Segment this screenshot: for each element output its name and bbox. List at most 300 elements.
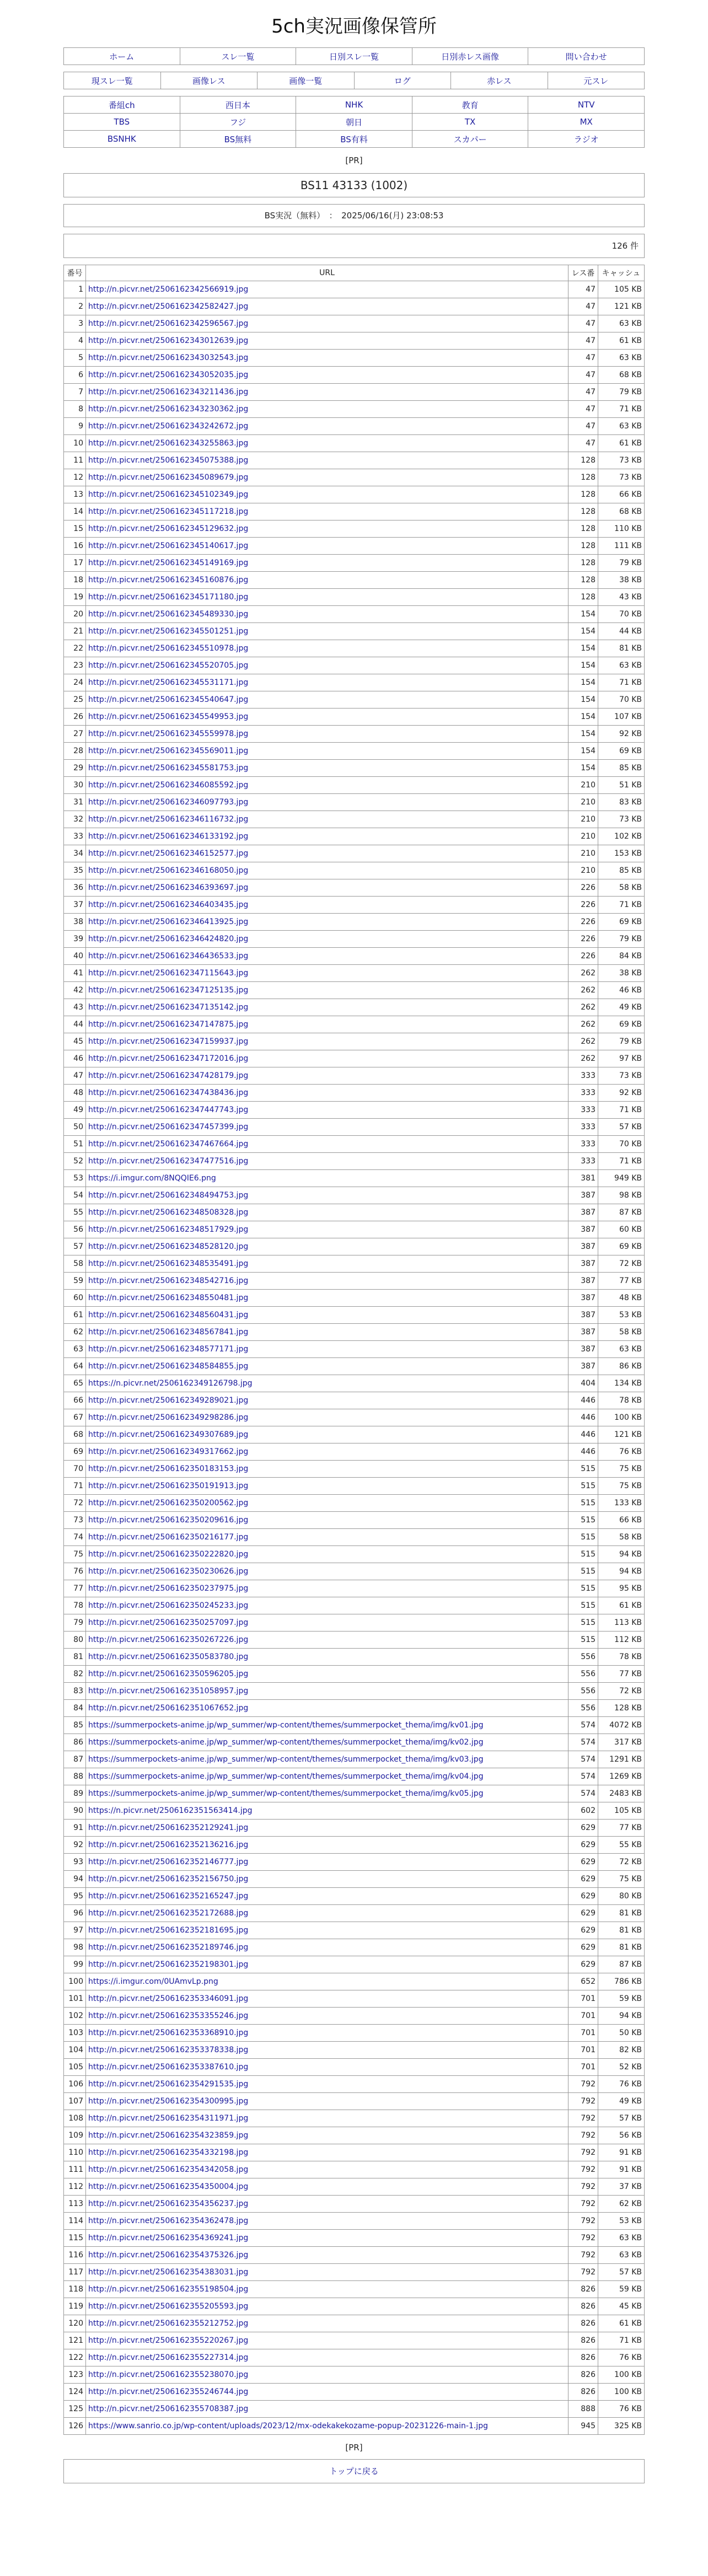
row-number: 91 (64, 1820, 86, 1837)
row-res-number: 47 (568, 418, 598, 435)
table-row (64, 623, 645, 640)
image-url-link[interactable]: http://n.picvr.net/2506162354332198.jpg (88, 2148, 249, 2157)
row-res-number: 792 (568, 2247, 598, 2264)
image-url-link[interactable]: http://n.picvr.net/2506162348550481.jpg (88, 1294, 249, 1302)
row-url-cell (86, 965, 568, 982)
image-url-link[interactable]: http://n.picvr.net/2506162350257097.jpg (88, 1618, 249, 1627)
image-url-link[interactable]: http://n.picvr.net/2506162345569011.jpg (88, 747, 249, 755)
channel-link[interactable]: BS有料 (340, 134, 368, 144)
image-url-link[interactable]: http://n.picvr.net/2506162354323859.jpg (88, 2131, 249, 2140)
row-cache-size: 61 KB (598, 2315, 645, 2332)
image-url-link[interactable]: http://n.picvr.net/2506162355708387.jpg (88, 2405, 249, 2413)
nav-link[interactable]: スレ一覧 (221, 51, 255, 62)
image-url-link[interactable]: http://n.picvr.net/2506162354356237.jpg (88, 2199, 249, 2208)
row-url-cell (86, 1341, 568, 1358)
row-url-cell (86, 2178, 568, 2196)
table-row (64, 1358, 645, 1375)
row-cache-size: 66 KB (598, 1512, 645, 1529)
row-res-number: 210 (568, 862, 598, 879)
row-number: 122 (64, 2349, 86, 2366)
image-url-link[interactable]: http://n.picvr.net/2506162345089679.jpg (88, 473, 249, 482)
image-url-link[interactable]: http://n.picvr.net/2506162343230362.jpg (88, 405, 249, 414)
channel-link[interactable]: MX (580, 117, 593, 127)
channel-item[interactable] (412, 131, 528, 148)
image-url-link[interactable]: http://n.picvr.net/2506162353387610.jpg (88, 2063, 249, 2071)
nav-item[interactable] (412, 48, 528, 65)
image-url-link[interactable]: http://n.picvr.net/2506162350209616.jpg (88, 1516, 249, 1525)
image-url-link[interactable]: http://n.picvr.net/2506162348560431.jpg (88, 1311, 249, 1319)
row-res-number: 792 (568, 2213, 598, 2230)
thread-nav-link[interactable]: ログ (394, 76, 411, 86)
row-number: 102 (64, 2008, 86, 2025)
image-url-link[interactable]: http://n.picvr.net/2506162348508328.jpg (88, 1208, 249, 1217)
row-number: 103 (64, 2025, 86, 2042)
row-cache-size: 121 KB (598, 1426, 645, 1443)
channel-link[interactable]: TBS (114, 117, 130, 127)
image-url-link[interactable]: http://n.picvr.net/2506162352198301.jpg (88, 1960, 249, 1969)
channel-item[interactable] (528, 114, 645, 131)
table-row (64, 1802, 645, 1820)
channel-link[interactable]: 西日本 (225, 100, 250, 110)
row-number: 23 (64, 657, 86, 674)
image-url-link[interactable]: http://n.picvr.net/2506162347159937.jpg (88, 1037, 249, 1046)
image-url-link[interactable]: http://n.picvr.net/2506162347438436.jpg (88, 1088, 249, 1097)
table-row (64, 555, 645, 572)
channel-item[interactable] (180, 96, 296, 114)
row-res-number: 515 (568, 1478, 598, 1495)
image-url-link[interactable]: http://n.picvr.net/2506162352156750.jpg (88, 1875, 249, 1883)
header-url: URL (86, 265, 568, 281)
image-url-link[interactable]: http://n.picvr.net/2506162353368910.jpg (88, 2028, 249, 2037)
table-row (64, 931, 645, 948)
row-res-number: 387 (568, 1307, 598, 1324)
image-url-link[interactable]: http://n.picvr.net/2506162347125135.jpg (88, 986, 249, 995)
row-res-number: 701 (568, 2059, 598, 2076)
image-url-link[interactable]: http://n.picvr.net/2506162347477516.jpg (88, 1157, 249, 1166)
image-url-link[interactable]: http://n.picvr.net/2506162354369241.jpg (88, 2234, 249, 2242)
image-url-link[interactable]: http://n.picvr.net/2506162346097793.jpg (88, 798, 249, 807)
image-url-link[interactable]: http://n.picvr.net/2506162354300995.jpg (88, 2097, 249, 2106)
image-url-link[interactable]: http://n.picvr.net/2506162342566919.jpg (88, 285, 249, 294)
back-to-top-link[interactable]: トップに戻る (329, 2466, 379, 2476)
row-res-number: 701 (568, 2042, 598, 2059)
image-url-link[interactable]: http://n.picvr.net/2506162352129241.jpg (88, 1823, 249, 1832)
image-url-link[interactable]: http://n.picvr.net/2506162354362478.jpg (88, 2217, 249, 2225)
image-url-link[interactable]: http://n.picvr.net/2506162354291535.jpg (88, 2080, 249, 2089)
image-url-link[interactable]: http://n.picvr.net/2506162352189746.jpg (88, 1943, 249, 1952)
table-row (64, 1529, 645, 1546)
image-url-link[interactable]: http://n.picvr.net/2506162342596567.jpg (88, 319, 249, 328)
image-url-link[interactable]: http://n.picvr.net/2506162346413925.jpg (88, 917, 249, 926)
row-res-number: 446 (568, 1443, 598, 1461)
row-number: 41 (64, 965, 86, 982)
image-url-link[interactable]: http://n.picvr.net/2506162354311971.jpg (88, 2114, 249, 2123)
image-url-link[interactable]: http://n.picvr.net/2506162352136216.jpg (88, 1840, 249, 1849)
thread-nav-link[interactable]: 画像レス (192, 76, 226, 86)
channel-link[interactable]: NHK (345, 100, 363, 110)
nav-link[interactable]: 日別スレ一覧 (329, 51, 379, 62)
channel-link[interactable]: スカパー (453, 134, 487, 144)
row-number: 96 (64, 1905, 86, 1922)
row-number: 27 (64, 726, 86, 743)
row-number: 13 (64, 486, 86, 503)
image-url-link[interactable]: http://n.picvr.net/2506162347467664.jpg (88, 1140, 249, 1149)
row-cache-size: 79 KB (598, 384, 645, 401)
row-res-number: 792 (568, 2076, 598, 2093)
row-cache-size: 63 KB (598, 657, 645, 674)
row-cache-size: 46 KB (598, 982, 645, 999)
image-url-link[interactable]: http://n.picvr.net/2506162346116732.jpg (88, 815, 249, 824)
image-url-link[interactable]: http://n.picvr.net/2506162343255863.jpg (88, 439, 249, 448)
image-url-link[interactable]: http://n.picvr.net/2506162347147875.jpg (88, 1020, 249, 1029)
nav-item[interactable] (64, 48, 180, 65)
row-url-cell (86, 1187, 568, 1204)
channel-link[interactable]: 教育 (462, 100, 479, 110)
image-url-link[interactable]: http://n.picvr.net/2506162348535491.jpg (88, 1259, 249, 1268)
image-url-link[interactable]: https://www.sanrio.co.jp/wp-content/uploads/2023/12/mx-odekakekozame-popup-20231226-main-1.jpg (88, 2422, 488, 2430)
row-url-cell (86, 760, 568, 777)
image-url-link[interactable]: http://n.picvr.net/2506162345531171.jpg (88, 678, 249, 687)
image-url-link[interactable]: http://n.picvr.net/2506162347115643.jpg (88, 969, 249, 978)
row-res-number: 128 (568, 520, 598, 538)
row-res-number: 446 (568, 1409, 598, 1426)
channel-link[interactable]: BSNHK (107, 134, 136, 144)
image-url-link[interactable]: http://n.picvr.net/2506162350183153.jpg (88, 1464, 249, 1473)
image-url-link[interactable]: https://summerpockets-anime.jp/wp_summer/wp-content/themes/summerpocket_thema/img/kv04.jpg (88, 1772, 484, 1781)
thread-nav-link[interactable]: 現スレ一覧 (91, 76, 133, 86)
row-url-cell (86, 1033, 568, 1050)
table-row (64, 332, 645, 350)
image-url-link[interactable]: http://n.picvr.net/2506162345129632.jpg (88, 524, 249, 533)
row-res-number: 128 (568, 572, 598, 589)
image-url-link[interactable]: http://n.picvr.net/2506162346152577.jpg (88, 849, 249, 858)
channel-link[interactable]: TX (464, 117, 476, 127)
thread-nav-link[interactable]: 赤レス (486, 76, 512, 86)
channel-link[interactable]: ラジオ (573, 134, 599, 144)
row-number: 115 (64, 2230, 86, 2247)
thread-nav-link[interactable]: 画像一覧 (289, 76, 323, 86)
image-url-link[interactable]: http://n.picvr.net/2506162351058957.jpg (88, 1687, 249, 1695)
image-url-link[interactable]: http://n.picvr.net/2506162345581753.jpg (88, 764, 249, 772)
row-res-number: 826 (568, 2281, 598, 2298)
row-url-cell (86, 298, 568, 315)
row-cache-size: 66 KB (598, 486, 645, 503)
table-row (64, 674, 645, 691)
row-cache-size: 71 KB (598, 674, 645, 691)
nav-item[interactable] (296, 48, 412, 65)
table-row (64, 1016, 645, 1033)
row-number: 119 (64, 2298, 86, 2315)
table-row (64, 2384, 645, 2401)
image-url-link[interactable]: http://n.picvr.net/2506162350200562.jpg (88, 1499, 249, 1507)
image-url-link[interactable]: http://n.picvr.net/2506162355220267.jpg (88, 2336, 249, 2345)
row-cache-size: 61 KB (598, 1597, 645, 1614)
image-url-link[interactable]: http://n.picvr.net/2506162342582427.jpg (88, 302, 249, 311)
table-row (64, 1580, 645, 1597)
row-number: 56 (64, 1221, 86, 1238)
row-number: 111 (64, 2161, 86, 2178)
row-cache-size: 78 KB (598, 1649, 645, 1666)
image-url-link[interactable]: http://n.picvr.net/2506162345559978.jpg (88, 729, 249, 738)
image-url-link[interactable]: http://n.picvr.net/2506162349289021.jpg (88, 1396, 249, 1405)
image-url-link[interactable]: http://n.picvr.net/2506162347428179.jpg (88, 1071, 249, 1080)
row-number: 64 (64, 1358, 86, 1375)
row-url-cell (86, 1854, 568, 1871)
thread-nav-item[interactable] (354, 72, 451, 89)
table-row (64, 2264, 645, 2281)
row-number: 66 (64, 1392, 86, 1409)
row-number: 60 (64, 1290, 86, 1307)
image-url-link[interactable]: http://n.picvr.net/2506162352165247.jpg (88, 1892, 249, 1901)
image-url-link[interactable]: http://n.picvr.net/2506162345160876.jpg (88, 576, 249, 584)
nav-link[interactable]: ホーム (109, 51, 135, 62)
row-cache-size: 79 KB (598, 931, 645, 948)
image-url-link[interactable]: http://n.picvr.net/2506162350237975.jpg (88, 1584, 249, 1593)
image-url-link[interactable]: http://n.picvr.net/2506162343012639.jpg (88, 336, 249, 345)
channel-item[interactable] (412, 114, 528, 131)
image-url-link[interactable]: http://n.picvr.net/2506162354350004.jpg (88, 2182, 249, 2191)
image-url-link[interactable]: http://n.picvr.net/2506162355246744.jpg (88, 2387, 249, 2396)
image-url-link[interactable]: http://n.picvr.net/2506162353346091.jpg (88, 1994, 249, 2003)
table-row (64, 538, 645, 555)
row-cache-size: 70 KB (598, 606, 645, 623)
thread-nav-link[interactable]: 元スレ (583, 76, 609, 86)
row-url-cell (86, 1170, 568, 1187)
row-number: 2 (64, 298, 86, 315)
image-url-link[interactable]: http://n.picvr.net/2506162350230626.jpg (88, 1567, 249, 1576)
row-cache-size: 83 KB (598, 794, 645, 811)
row-url-cell (86, 914, 568, 931)
row-url-cell (86, 2008, 568, 2025)
row-number: 117 (64, 2264, 86, 2281)
image-url-link[interactable]: http://n.picvr.net/2506162350245233.jpg (88, 1601, 249, 1610)
row-number: 89 (64, 1785, 86, 1802)
row-cache-size: 57 KB (598, 2110, 645, 2127)
row-cache-size: 63 KB (598, 2247, 645, 2264)
image-url-link[interactable]: http://n.picvr.net/2506162348528120.jpg (88, 1242, 249, 1251)
channel-item[interactable] (296, 114, 412, 131)
image-url-link[interactable]: https://n.picvr.net/2506162351563414.jpg (88, 1806, 253, 1815)
image-url-link[interactable]: http://n.picvr.net/2506162354342058.jpg (88, 2165, 249, 2174)
row-url-cell (86, 2076, 568, 2093)
image-url-link[interactable]: http://n.picvr.net/2506162345140617.jpg (88, 541, 249, 550)
image-url-link[interactable]: http://n.picvr.net/2506162350267226.jpg (88, 1635, 249, 1644)
image-url-link[interactable]: http://n.picvr.net/2506162351067652.jpg (88, 1704, 249, 1713)
row-url-cell (86, 435, 568, 452)
row-number: 39 (64, 931, 86, 948)
row-url-cell (86, 1358, 568, 1375)
image-url-link[interactable]: http://n.picvr.net/2506162355227314.jpg (88, 2353, 249, 2362)
thread-nav-item[interactable] (64, 72, 161, 89)
image-url-link[interactable]: https://summerpockets-anime.jp/wp_summer/wp-content/themes/summerpocket_thema/img/kv01.jpg (88, 1721, 484, 1730)
table-row (64, 2127, 645, 2144)
row-url-cell (86, 1102, 568, 1119)
image-url-link[interactable]: http://n.picvr.net/2506162348577171.jpg (88, 1345, 249, 1354)
row-res-number: 629 (568, 1905, 598, 1922)
row-number: 85 (64, 1717, 86, 1734)
nav-link[interactable]: 日別赤レス画像 (441, 51, 499, 62)
image-url-link[interactable]: https://summerpockets-anime.jp/wp_summer/wp-content/themes/summerpocket_thema/img/kv05.jpg (88, 1789, 484, 1798)
channel-link[interactable]: 朝日 (345, 117, 362, 127)
row-cache-size: 69 KB (598, 1016, 645, 1033)
image-url-link[interactable]: http://n.picvr.net/2506162345520705.jpg (88, 661, 249, 670)
channel-link[interactable]: フジ (229, 117, 246, 127)
nav-item[interactable] (180, 48, 296, 65)
image-url-link[interactable]: http://n.picvr.net/2506162345171180.jpg (88, 593, 249, 602)
image-url-link[interactable]: http://n.picvr.net/2506162345075388.jpg (88, 456, 249, 465)
image-url-link[interactable]: http://n.picvr.net/2506162346436533.jpg (88, 952, 249, 960)
image-url-link[interactable]: http://n.picvr.net/2506162348567841.jpg (88, 1328, 249, 1337)
row-cache-size: 43 KB (598, 589, 645, 606)
thread-nav-item[interactable] (451, 72, 548, 89)
image-url-link[interactable]: http://n.picvr.net/2506162354383031.jpg (88, 2268, 249, 2277)
channel-item[interactable] (528, 96, 645, 114)
row-cache-size: 86 KB (598, 1358, 645, 1375)
image-url-link[interactable]: http://n.picvr.net/2506162346393697.jpg (88, 883, 249, 892)
channel-link[interactable]: 番組ch (108, 100, 135, 110)
row-number: 76 (64, 1563, 86, 1580)
row-res-number: 701 (568, 2008, 598, 2025)
row-res-number: 515 (568, 1495, 598, 1512)
row-res-number: 556 (568, 1683, 598, 1700)
row-res-number: 792 (568, 2161, 598, 2178)
row-res-number: 792 (568, 2230, 598, 2247)
row-number: 80 (64, 1632, 86, 1649)
row-res-number: 128 (568, 452, 598, 469)
image-url-link[interactable]: http://n.picvr.net/2506162343242672.jpg (88, 422, 249, 431)
image-url-link[interactable]: http://n.picvr.net/2506162350583780.jpg (88, 1652, 249, 1661)
row-cache-size: 76 KB (598, 1443, 645, 1461)
image-url-link[interactable]: http://n.picvr.net/2506162345489330.jpg (88, 610, 249, 619)
image-url-link[interactable]: http://n.picvr.net/2506162345149169.jpg (88, 559, 249, 567)
image-url-link[interactable]: http://n.picvr.net/2506162345117218.jpg (88, 507, 249, 516)
image-url-link[interactable]: http://n.picvr.net/2506162354375326.jpg (88, 2251, 249, 2260)
image-url-link[interactable]: http://n.picvr.net/2506162355205593.jpg (88, 2302, 249, 2311)
channel-item[interactable] (180, 114, 296, 131)
row-number: 33 (64, 828, 86, 845)
image-url-link[interactable]: http://n.picvr.net/2506162348494753.jpg (88, 1191, 249, 1200)
image-url-link[interactable]: http://n.picvr.net/2506162345102349.jpg (88, 490, 249, 499)
row-number: 67 (64, 1409, 86, 1426)
image-url-link[interactable]: http://n.picvr.net/2506162355238070.jpg (88, 2370, 249, 2379)
channel-item[interactable] (180, 131, 296, 148)
image-url-link[interactable]: http://n.picvr.net/2506162348517929.jpg (88, 1225, 249, 1234)
image-url-link[interactable]: https://summerpockets-anime.jp/wp_summer/wp-content/themes/summerpocket_thema/img/kv02.jpg (88, 1738, 484, 1747)
channel-item[interactable] (64, 131, 180, 148)
image-url-link[interactable]: http://n.picvr.net/2506162346085592.jpg (88, 781, 249, 790)
image-url-link[interactable]: http://n.picvr.net/2506162355198504.jpg (88, 2285, 249, 2294)
row-res-number: 47 (568, 332, 598, 350)
row-url-cell (86, 1597, 568, 1614)
image-url-link[interactable]: http://n.picvr.net/2506162355212752.jpg (88, 2319, 249, 2328)
image-url-link[interactable]: http://n.picvr.net/2506162352181695.jpg (88, 1926, 249, 1935)
image-url-link[interactable]: https://i.imgur.com/8NQQIE6.png (88, 1174, 216, 1183)
row-res-number: 387 (568, 1324, 598, 1341)
row-number: 26 (64, 709, 86, 726)
image-url-link[interactable]: http://n.picvr.net/2506162347172016.jpg (88, 1054, 249, 1063)
row-res-number: 387 (568, 1341, 598, 1358)
row-url-cell (86, 1717, 568, 1734)
row-cache-size: 85 KB (598, 862, 645, 879)
image-url-link[interactable]: http://n.picvr.net/2506162347447743.jpg (88, 1105, 249, 1114)
image-url-link[interactable]: http://n.picvr.net/2506162345540647.jpg (88, 695, 249, 704)
image-url-link[interactable]: http://n.picvr.net/2506162349307689.jpg (88, 1430, 249, 1439)
image-url-link[interactable]: http://n.picvr.net/2506162346403435.jpg (88, 900, 249, 909)
channel-item[interactable] (412, 96, 528, 114)
image-url-link[interactable]: http://n.picvr.net/2506162346424820.jpg (88, 935, 249, 943)
image-url-link[interactable]: https://i.imgur.com/0UAmvLp.png (88, 1977, 218, 1986)
image-url-link[interactable]: http://n.picvr.net/2506162349317662.jpg (88, 1447, 249, 1456)
row-res-number: 629 (568, 1820, 598, 1837)
row-number: 110 (64, 2144, 86, 2161)
row-res-number: 792 (568, 2196, 598, 2213)
row-cache-size: 87 KB (598, 1204, 645, 1221)
image-url-link[interactable]: http://n.picvr.net/2506162343052035.jpg (88, 371, 249, 379)
row-cache-size: 73 KB (598, 469, 645, 486)
thread-nav-item[interactable] (548, 72, 645, 89)
image-url-link[interactable]: http://n.picvr.net/2506162343211436.jpg (88, 388, 249, 396)
image-url-link[interactable]: http://n.picvr.net/2506162345501251.jpg (88, 627, 249, 636)
image-url-link[interactable]: http://n.picvr.net/2506162352146777.jpg (88, 1858, 249, 1866)
nav-item[interactable] (528, 48, 645, 65)
image-url-link[interactable]: http://n.picvr.net/2506162350596205.jpg (88, 1670, 249, 1678)
image-url-link[interactable]: http://n.picvr.net/2506162345510978.jpg (88, 644, 249, 653)
image-url-link[interactable]: http://n.picvr.net/2506162346133192.jpg (88, 832, 249, 841)
image-url-link[interactable]: http://n.picvr.net/2506162348542716.jpg (88, 1276, 249, 1285)
image-url-link[interactable]: http://n.picvr.net/2506162345549953.jpg (88, 712, 249, 721)
thread-nav-item[interactable] (258, 72, 355, 89)
row-url-cell (86, 1939, 568, 1956)
row-url-cell (86, 1495, 568, 1512)
row-url-cell (86, 1238, 568, 1255)
image-url-link[interactable]: https://summerpockets-anime.jp/wp_summer/wp-content/themes/summerpocket_thema/img/kv03.jpg (88, 1755, 484, 1764)
channel-link[interactable]: BS無料 (224, 134, 252, 144)
nav-link[interactable]: 問い合わせ (565, 51, 607, 62)
row-url-cell (86, 555, 568, 572)
image-url-link[interactable]: http://n.picvr.net/2506162347135142.jpg (88, 1003, 249, 1012)
channel-item[interactable] (528, 131, 645, 148)
table-row (64, 1324, 645, 1341)
image-url-link[interactable]: http://n.picvr.net/2506162352172688.jpg (88, 1909, 249, 1918)
image-url-link[interactable]: http://n.picvr.net/2506162346168050.jpg (88, 866, 249, 875)
back-to-top[interactable] (63, 2459, 645, 2483)
channel-item[interactable] (296, 96, 412, 114)
image-url-link[interactable]: http://n.picvr.net/2506162350216177.jpg (88, 1533, 249, 1542)
channel-item[interactable] (64, 114, 180, 131)
channel-link[interactable]: NTV (577, 100, 595, 110)
image-url-link[interactable]: http://n.picvr.net/2506162348584855.jpg (88, 1362, 249, 1371)
image-url-link[interactable]: http://n.picvr.net/2506162350222820.jpg (88, 1550, 249, 1559)
image-url-link[interactable]: https://n.picvr.net/2506162349126798.jpg (88, 1379, 253, 1388)
channel-item[interactable] (64, 96, 180, 114)
row-cache-size: 111 KB (598, 538, 645, 555)
row-res-number: 826 (568, 2332, 598, 2349)
row-res-number: 154 (568, 760, 598, 777)
row-res-number: 515 (568, 1529, 598, 1546)
row-res-number: 515 (568, 1614, 598, 1632)
image-url-link[interactable]: http://n.picvr.net/2506162353378338.jpg (88, 2046, 249, 2054)
image-url-link[interactable]: http://n.picvr.net/2506162353355246.jpg (88, 2011, 249, 2020)
thread-nav-item[interactable] (160, 72, 258, 89)
channel-item[interactable] (296, 131, 412, 148)
row-number: 105 (64, 2059, 86, 2076)
image-url-link[interactable]: http://n.picvr.net/2506162350191913.jpg (88, 1482, 249, 1490)
image-url-link[interactable]: http://n.picvr.net/2506162349298286.jpg (88, 1413, 249, 1422)
image-url-link[interactable]: http://n.picvr.net/2506162347457399.jpg (88, 1123, 249, 1131)
table-row (64, 418, 645, 435)
row-cache-size: 95 KB (598, 1580, 645, 1597)
image-url-link[interactable]: http://n.picvr.net/2506162343032543.jpg (88, 353, 249, 362)
